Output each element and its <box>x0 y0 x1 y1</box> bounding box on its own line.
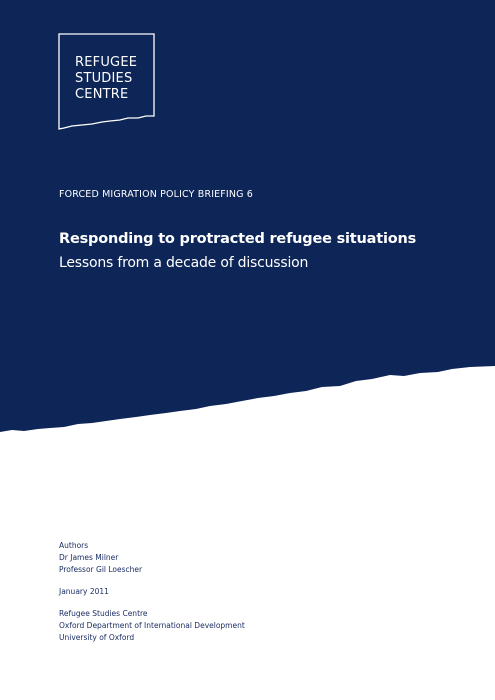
authors-heading: Authors <box>59 541 89 550</box>
document-details <box>59 540 399 644</box>
document-subtitle: Lessons from a decade of discussion <box>59 255 309 271</box>
spacer <box>59 598 399 608</box>
logo-wordmark <box>75 55 155 103</box>
logo-line: CENTRE <box>75 87 129 102</box>
author-name: Dr James Milner <box>59 553 119 562</box>
publisher-line: University of Oxford <box>59 633 135 642</box>
publication-date: January 2011 <box>59 587 109 596</box>
logo-line: STUDIES <box>75 71 133 86</box>
logo-line: REFUGEE <box>75 55 138 70</box>
document-title: Responding to protracted refugee situations <box>59 231 417 247</box>
spacer <box>59 576 399 586</box>
author-name: Professor Gil Loescher <box>59 565 143 574</box>
publisher-line: Oxford Department of International Development <box>59 621 245 630</box>
series-label: FORCED MIGRATION POLICY BRIEFING 6 <box>59 189 253 200</box>
publisher-line: Refugee Studies Centre <box>59 609 148 618</box>
